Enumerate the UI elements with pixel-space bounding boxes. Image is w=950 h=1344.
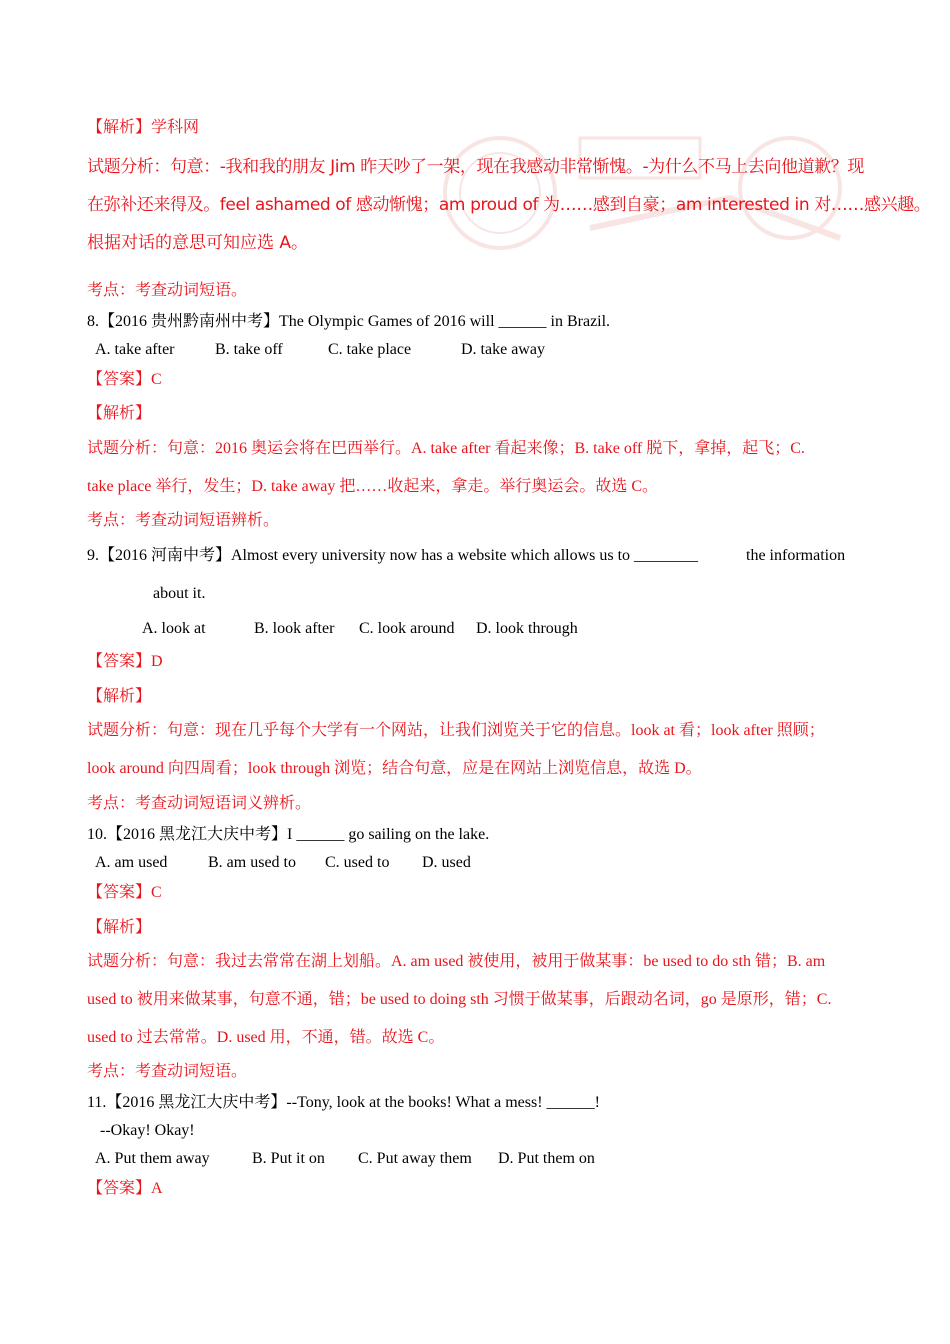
- jiexi-heading-q7: 【解析】学科网: [87, 119, 200, 136]
- q9-option-b: B. look after: [254, 620, 335, 637]
- q9-options: [142, 619, 578, 639]
- q9-option-c: C. look around: [359, 620, 455, 637]
- q9-stem-tail: the information: [746, 547, 846, 564]
- q8-option-b: B. take off: [215, 341, 283, 358]
- q11-options: [95, 1149, 595, 1169]
- q10-analysis-line-3: used to 过去常常。D. used 用，不通，错。故选 C。: [87, 1029, 445, 1046]
- q9-analysis-line-1: 试题分析：句意：现在几乎每个大学有一个网站，让我们浏览关于它的信息。look at 看；look after 照顾；: [87, 722, 825, 739]
- q8-stem: 8.【2016 贵州黔南州中考】The Olympic Games of 2016 will ______ in Brazil.: [87, 313, 611, 330]
- q10-option-d: D. used: [422, 854, 471, 871]
- q9-jiexi: 【解析】: [87, 688, 152, 705]
- q11-option-b: B. Put it on: [252, 1150, 325, 1167]
- q10-kaodian: 考点：考查动词短语。: [87, 1063, 248, 1080]
- q9-analysis-line-2: look around 向四周看；look through 浏览；结合句意，应是在网站上浏览信息，故选 D。: [87, 760, 702, 777]
- q10-stem: 10.【2016 黑龙江大庆中考】I ______ go sailing on the lake.: [87, 826, 490, 843]
- q8-options: [95, 340, 545, 360]
- q8-option-d: D. take away: [461, 341, 545, 358]
- q9-option-a: A. look at: [142, 620, 206, 637]
- q10-option-a: A. am used: [95, 854, 168, 871]
- q10-option-c: C. used to: [325, 854, 390, 871]
- q8-analysis-line-1: 试题分析：句意：2016 奥运会将在巴西举行。A. take after 看起来像；B. take off 脱下，拿掉，起飞；C.: [87, 440, 805, 457]
- q7-kaodian: 考点：考查动词短语。: [87, 282, 248, 299]
- q11-option-a: A. Put them away: [95, 1150, 210, 1167]
- q11-option-c: C. Put away them: [358, 1150, 472, 1167]
- q11-stem: 11.【2016 黑龙江大庆中考】--Tony, look at the books! What a mess! ______!: [87, 1094, 600, 1111]
- q9-stem-line-2: about it.: [153, 585, 206, 602]
- q8-jiexi: 【解析】: [87, 405, 152, 422]
- q8-kaodian: 考点：考查动词短语辨析。: [87, 512, 280, 529]
- q9-stem: 9.【2016 河南中考】Almost every university now has a website which allows us to ________: [87, 547, 699, 564]
- q7-analysis-line-3: 根据对话的意思可知应选 A。: [87, 233, 309, 253]
- q9-option-d: D. look through: [476, 620, 578, 637]
- watermark-logo: [430, 118, 870, 268]
- q10-analysis-line-2: used to 被用来做某事，句意不通，错；be used to doing sth 习惯于做某事，后跟动名词，go 是原形，错；C.: [87, 991, 832, 1008]
- q7-analysis-line-1: 试题分析：句意：-我和我的朋友 Jim 昨天吵了一架，现在我感动非常惭愧。-为什么不马上去向他道歉？现: [87, 157, 864, 177]
- q11-option-d: D. Put them on: [498, 1150, 595, 1167]
- q11-stem-line-2: --Okay! Okay!: [100, 1122, 195, 1139]
- q8-option-c: C. take place: [328, 341, 412, 358]
- q8-analysis-line-2: take place 举行，发生；D. take away 把……收起来，拿走。举行奥运会。故选 C。: [87, 478, 659, 495]
- q10-jiexi: 【解析】: [87, 919, 152, 936]
- q10-analysis-line-1: 试题分析：句意：我过去常常在湖上划船。A. am used 被使用，被用于做某事：be used to do sth 错；B. am: [87, 953, 826, 970]
- q7-analysis-line-2: 在弥补还来得及。feel ashamed of 感动惭愧；am proud of 为……感到自豪；am interested in 对……感兴趣。: [87, 195, 931, 215]
- q10-options: [95, 853, 471, 873]
- q10-answer: 【答案】C: [87, 884, 162, 901]
- q9-answer: 【答案】D: [87, 653, 163, 670]
- q8-option-a: A. take after: [95, 341, 175, 358]
- q10-option-b: B. am used to: [208, 854, 296, 871]
- q9-kaodian: 考点：考查动词短语词义辨析。: [87, 795, 312, 812]
- q11-answer: 【答案】A: [87, 1180, 163, 1197]
- q8-answer: 【答案】C: [87, 371, 162, 388]
- jiexi-site-label: 学科网: [151, 119, 200, 136]
